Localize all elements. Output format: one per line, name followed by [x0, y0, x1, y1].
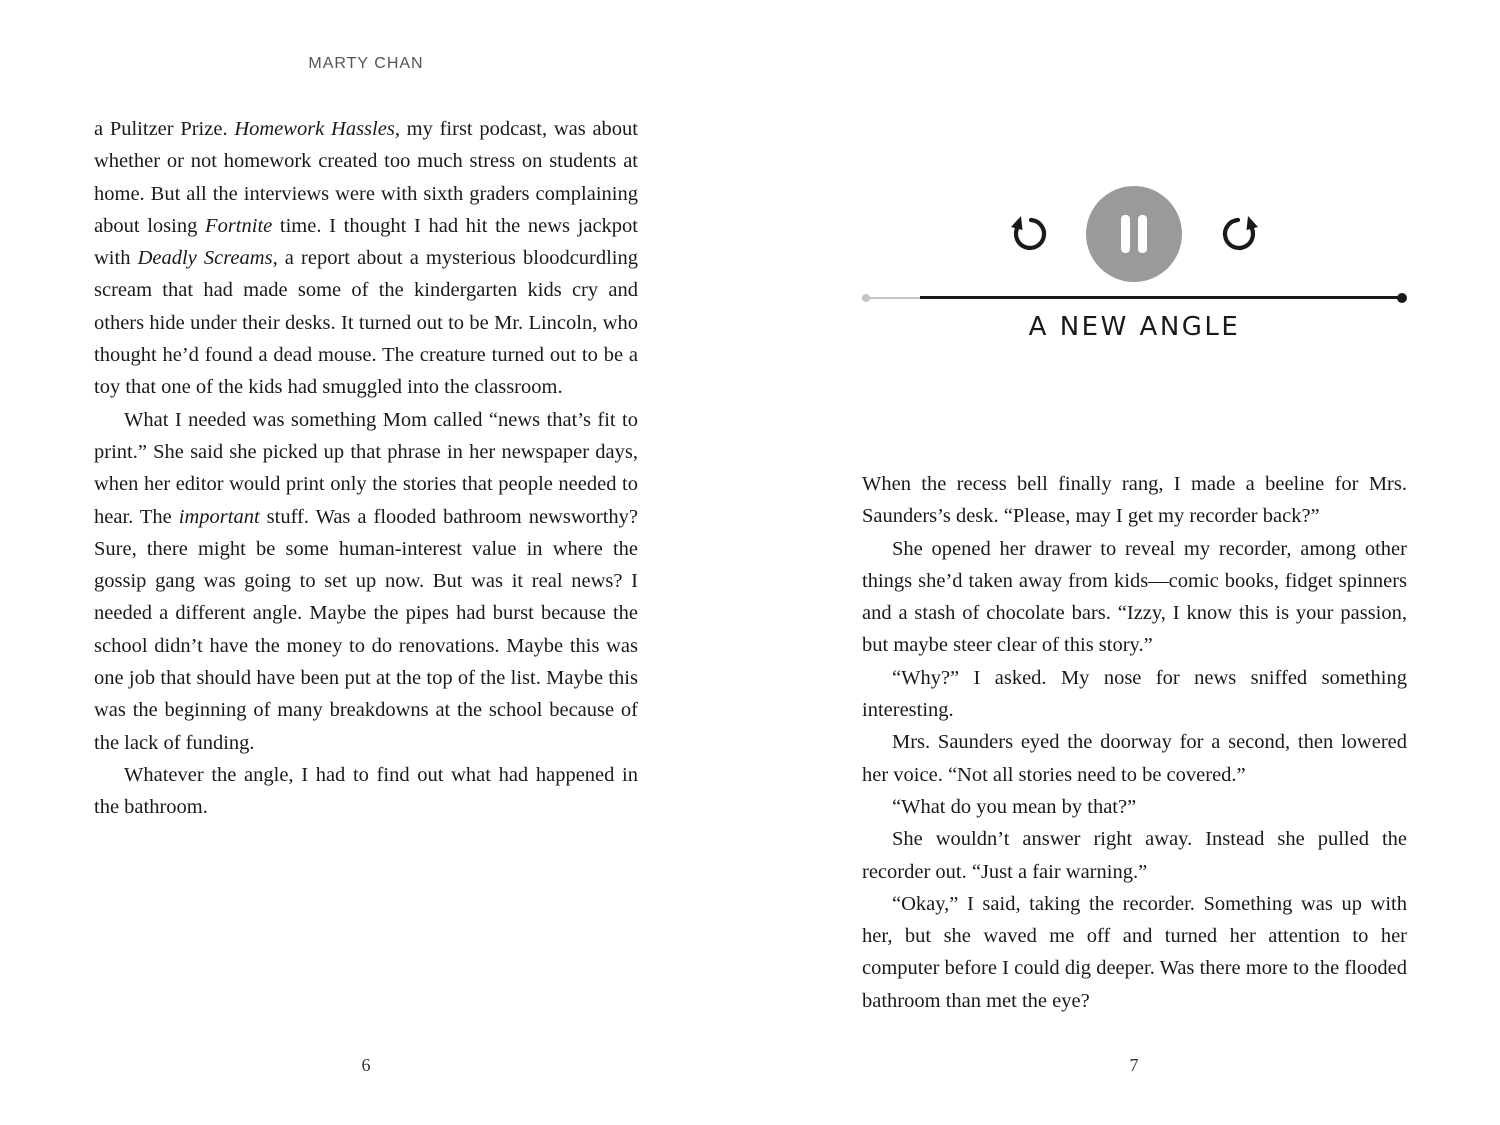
page-number: 6: [361, 1055, 371, 1075]
paragraph: [862, 823, 1407, 888]
right-page: [750, 0, 1500, 1125]
rewind-button[interactable]: [1005, 210, 1053, 258]
progress-end-dot: [1397, 293, 1407, 303]
paragraph: [862, 468, 1407, 533]
text-run: a Pulitzer Prize.: [94, 118, 235, 140]
text-run: “Okay,” I said, taking the recorder. Something was up with her, but she waved me off and turned her attention to her computer before I could dig deeper. Was there more to the flooded bathroom than met the eye?: [862, 892, 1407, 1012]
italic-text: Homework Hassles: [234, 118, 395, 140]
text-run: What I needed was something Mom called “news that’s fit to print.” She said she picked up that phrase in her newspaper days, when her editor would print only the stories that people needed to hear. The: [94, 408, 638, 528]
pause-bar-right: [1138, 215, 1147, 253]
fast-forward-button[interactable]: [1216, 210, 1264, 258]
audio-player-controls: [750, 186, 1500, 282]
progress-played-track: [866, 297, 920, 299]
italic-text: Deadly Screams: [137, 247, 273, 270]
progress-remaining-track: [920, 296, 1402, 299]
paragraph: [94, 113, 638, 404]
text-run: time. I thought I had hit the news jackpot with: [94, 214, 639, 270]
text-run: , a report about a mysterious bloodcurdling scream that had made some of the kindergarten kids cry and others hide under their desks. It turned out to be Mr. Lincoln, who thought he’d found a dead mouse. The creature turned out to be a toy that one of the kids had smuggled into the classroom.: [94, 247, 639, 399]
pause-button[interactable]: [1086, 186, 1182, 282]
text-run: Whatever the angle, I had to find out what had happened in the bathroom.: [94, 763, 638, 819]
rewind-icon: [1005, 210, 1053, 258]
paragraph: [862, 791, 1407, 823]
italic-text: important: [178, 505, 260, 528]
text-run: “What do you mean by that?”: [892, 795, 1137, 818]
running-head: MARTY CHAN: [308, 55, 424, 72]
progress-start-dot: [862, 294, 870, 302]
text-run: She opened her drawer to reveal my recorder, among other things she’d taken away from kids—comic books, fidget spinners and a stash of chocolate bars. “Izzy, I know this is your passion, but maybe steer clear of this story.”: [862, 537, 1407, 657]
text-run: “Why?” I asked. My nose for news sniffed something interesting.: [862, 666, 1407, 722]
paragraph: [94, 759, 638, 824]
text-run: stuff. Was a flooded bathroom newsworthy? Sure, there might be some human-interest value in where the gossip gang was going to set up now. But was it real news? I needed a different angle. Maybe the pipes had burst because the school didn’t have the money to do renovations. Maybe this was one job that should have been put at the top of the list. Maybe this was the beginning of many breakdowns at the school because of the lack of funding.: [94, 505, 638, 754]
paragraph: [862, 888, 1407, 1017]
paragraph: [94, 404, 638, 759]
italic-text: Fortnite: [205, 214, 273, 237]
paragraph: [862, 662, 1407, 727]
progress-bar[interactable]: [862, 291, 1407, 305]
right-page-text: [862, 468, 1407, 1017]
text-run: Mrs. Saunders eyed the doorway for a second, then lowered her voice. “Not all stories need to be covered.”: [862, 731, 1407, 786]
paragraph: [862, 726, 1407, 791]
fast-forward-icon: [1216, 210, 1264, 258]
left-page-text: [94, 113, 638, 824]
text-run: She wouldn’t answer right away. Instead she pulled the recorder out. “Just a fair warning.”: [862, 828, 1407, 883]
page-number: 7: [1129, 1055, 1139, 1075]
pause-bar-left: [1121, 215, 1130, 253]
text-run: When the recess bell finally rang, I made a beeline for Mrs. Saunders’s desk. “Please, may I get my recorder back?”: [862, 473, 1407, 528]
chapter-title: A NEW ANGLE: [1028, 312, 1241, 342]
paragraph: [862, 533, 1407, 662]
text-run: , my first podcast, was about whether or not homework created too much stress on students at home. But all the interviews were with sixth graders complaining about losing: [94, 118, 639, 237]
